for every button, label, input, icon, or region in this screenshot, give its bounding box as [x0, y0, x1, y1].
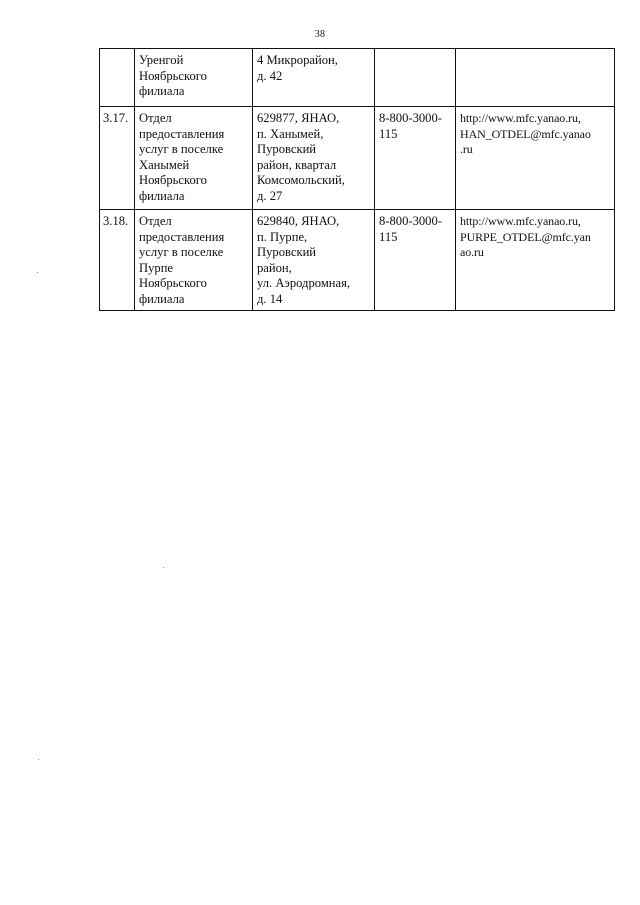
row-number-cell	[100, 49, 135, 107]
phone-cell: 8-800-3000- 115	[375, 107, 456, 210]
row-number-cell: 3.17.	[100, 107, 135, 210]
phone-cell	[375, 49, 456, 107]
website-email-cell	[456, 49, 615, 107]
office-name-cell: Отдел предоставления услуг в поселке Пурпе Ноябрьского филиала	[135, 210, 253, 311]
office-name-cell: Уренгой Ноябрьского филиала	[135, 49, 253, 107]
address-cell: 4 Микрорайон, д. 42	[253, 49, 375, 107]
scan-speck	[163, 567, 164, 568]
address-cell: 629840, ЯНАО, п. Пурпе, Пуровский район, ул. Аэродромная, д. 14	[253, 210, 375, 311]
branches-table	[99, 48, 615, 311]
table-row	[100, 49, 615, 107]
address-cell: 629877, ЯНАО, п. Ханымей, Пуровский район, квартал Комсомольский, д. 27	[253, 107, 375, 210]
scan-speck	[38, 759, 39, 760]
scan-speck	[37, 272, 38, 273]
phone-cell: 8-800-3000- 115	[375, 210, 456, 311]
website-email-cell: http://www.mfc.yanao.ru, HAN_OTDEL@mfc.yanao .ru	[456, 107, 615, 210]
table-row	[100, 107, 615, 210]
row-number-cell: 3.18.	[100, 210, 135, 311]
website-email-cell: http://www.mfc.yanao.ru, PURPE_OTDEL@mfc.yan ao.ru	[456, 210, 615, 311]
table-row	[100, 210, 615, 311]
office-name-cell: Отдел предоставления услуг в поселке Ханымей Ноябрьского филиала	[135, 107, 253, 210]
page-number: 38	[314, 29, 326, 40]
